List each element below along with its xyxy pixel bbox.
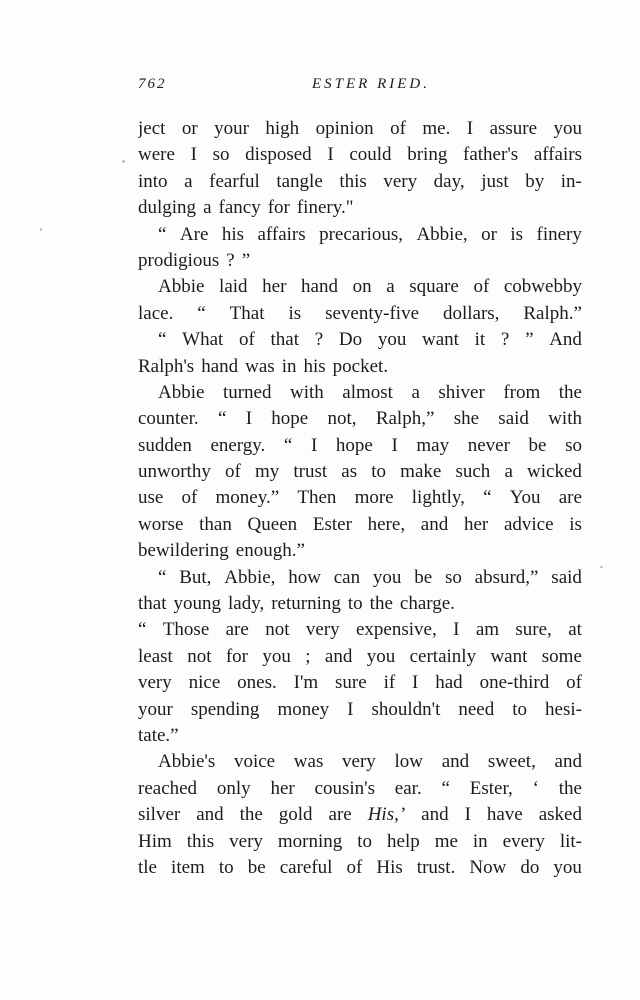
paper-speck <box>600 566 603 568</box>
paper-speck <box>40 228 42 231</box>
text-line: prodigious ? ” <box>138 249 251 271</box>
text-line: into a fearful tangle this very day, just by in- <box>138 170 582 192</box>
text-line: “ Are his affairs precarious, Abbie, or is finery <box>158 223 582 245</box>
text-line: Abbie turned with almost a shiver from the <box>158 381 582 403</box>
text-line: Abbie's voice was very low and sweet, and <box>158 751 582 773</box>
text-line: “ What of that ? Do you want it ? ” And <box>158 329 582 351</box>
body-text <box>138 116 582 881</box>
text-line: least not for you ; and you certainly want some <box>138 645 582 667</box>
text-line: “ Those are not very expensive, I am sure, at <box>138 619 582 641</box>
text-line: dulging a fancy for finery." <box>138 197 354 219</box>
text-line: very nice ones. I'm sure if I had one-third of <box>138 672 582 694</box>
running-title: ESTER RIED. <box>312 76 430 92</box>
text-line: sudden energy. “ I hope I may never be so <box>138 434 582 456</box>
page-number: 762 <box>138 76 167 92</box>
text-line: unworthy of my trust as to make such a wicked <box>138 461 582 483</box>
paper-speck <box>122 160 125 163</box>
text-line: use of money.” Then more lightly, “ You are <box>138 487 582 509</box>
text-line: Him this very morning to help me in every lit- <box>138 830 582 852</box>
text-line: Abbie laid her hand on a square of cobwebby <box>158 276 582 298</box>
text-line: tle item to be careful of His trust. Now do you <box>138 856 582 878</box>
text-line: your spending money I shouldn't need to hesi- <box>138 698 582 720</box>
text-line: tate.” <box>138 724 179 746</box>
text-line: reached only her cousin's ear. “ Ester, ‘ the <box>138 777 582 799</box>
text-line: that young lady, returning to the charge. <box>138 593 455 615</box>
text-line: Ralph's hand was in his pocket. <box>138 355 389 377</box>
text-line: counter. “ I hope not, Ralph,” she said with <box>138 408 582 430</box>
text-line: ject or your high opinion of me. I assure you <box>138 118 582 139</box>
text-line: silver and the gold are His,’ and I have asked <box>138 804 582 826</box>
running-head <box>138 76 430 100</box>
text-line: lace. “ That is seventy-five dollars, Ralph.” <box>138 302 582 324</box>
text-line: bewildering enough.” <box>138 540 305 562</box>
text-line: were I so disposed I could bring father's affairs <box>138 144 582 166</box>
text-line: worse than Queen Ester here, and her advice is <box>138 513 582 535</box>
text-line: “ But, Abbie, how can you be so absurd,” said <box>158 566 582 588</box>
